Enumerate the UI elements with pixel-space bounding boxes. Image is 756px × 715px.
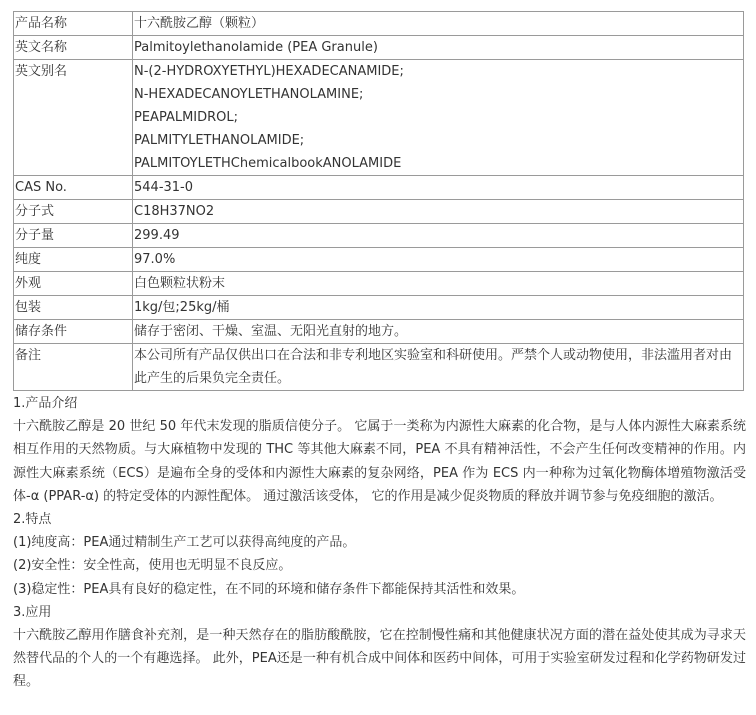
section-paragraph: (3)稳定性：PEA具有良好的稳定性，在不同的环境和储存条件下都能保持其活性和效果。 bbox=[13, 581, 525, 597]
spec-key: 英文名称 bbox=[14, 36, 133, 60]
spec-value-line: PALMITYLETHANOLAMIDE; bbox=[134, 133, 305, 148]
spec-value bbox=[133, 248, 744, 272]
spec-row bbox=[14, 224, 744, 248]
section-paragraph: (1)纯度高：PEA通过精制生产工艺可以获得高纯度的产品。 bbox=[13, 535, 356, 551]
spec-value bbox=[133, 60, 744, 176]
spec-row bbox=[14, 272, 744, 296]
spec-key: 储存条件 bbox=[14, 320, 133, 344]
section-heading: 2.特点 bbox=[13, 512, 52, 528]
spec-value-line: 299.49 bbox=[134, 228, 180, 243]
spec-value-line: N-HEXADECANOYLETHANOLAMINE; bbox=[134, 87, 364, 102]
spec-value bbox=[133, 272, 744, 296]
spec-table bbox=[13, 11, 744, 391]
spec-key: 纯度 bbox=[14, 248, 133, 272]
product-description bbox=[13, 392, 746, 694]
section-heading: 1.产品介绍 bbox=[13, 396, 78, 411]
spec-value bbox=[133, 296, 744, 320]
spec-value bbox=[133, 176, 744, 200]
spec-row bbox=[14, 200, 744, 224]
spec-value-line: 十六酰胺乙醇（颗粒） bbox=[134, 16, 265, 31]
spec-value bbox=[133, 224, 744, 248]
spec-key: 外观 bbox=[14, 272, 133, 296]
spec-key: 英文别名 bbox=[14, 60, 133, 176]
spec-value-line: 1kg/包;25kg/桶 bbox=[134, 300, 230, 315]
spec-key: 包装 bbox=[14, 296, 133, 320]
spec-row bbox=[14, 36, 744, 60]
spec-value-line: PEAPALMIDROL; bbox=[134, 110, 239, 125]
spec-key: 分子量 bbox=[14, 224, 133, 248]
spec-value-line: C18H37NO2 bbox=[134, 204, 215, 219]
spec-row bbox=[14, 320, 744, 344]
spec-value bbox=[133, 200, 744, 224]
spec-key: 分子式 bbox=[14, 200, 133, 224]
spec-row bbox=[14, 344, 744, 391]
spec-value-line: 白色颗粒状粉末 bbox=[134, 276, 226, 291]
spec-value-line: PALMITOYLETHChemicalbookANOLAMIDE bbox=[134, 156, 402, 171]
spec-value-line: 储存于密闭、干燥、室温、无阳光直射的地方。 bbox=[134, 324, 408, 339]
spec-value bbox=[133, 344, 744, 391]
spec-row bbox=[14, 12, 744, 36]
spec-value-line: 本公司所有产品仅供出口在合法和非专利地区实验室和科研使用。严禁个人或动物使用，非法滥用者对由此产生的后果负完全责任。 bbox=[134, 348, 733, 386]
spec-value bbox=[133, 12, 744, 36]
spec-value-line: 97.0% bbox=[134, 252, 176, 267]
spec-row bbox=[14, 296, 744, 320]
spec-value bbox=[133, 36, 744, 60]
spec-row bbox=[14, 248, 744, 272]
section-paragraph: 十六酰胺乙醇是 20 世纪 50 年代末发现的脂质信使分子。 它属于一类称为内源性大麻素的化合物，是与人体内源性大麻素系统相互作用的天然物质。与大麻植物中发现的 THC 等其他大麻素不同，PEA 不具有精神活性，不会产生任何改变精神的作用。内源性大麻素系统（ECS）是遍布全身的受体和内源性大麻素的复杂网络，PEA 作为 ECS 内一种称为过氧化物酶体增殖物激活受体-α (PPAR-α) 的特定受体的内源性配体。 通过激活该受体， 它的作用是减少促炎物质的释放并调节参与免疫细胞的激活。 bbox=[13, 419, 746, 504]
spec-key: 产品名称 bbox=[14, 12, 133, 36]
section-paragraph: 十六酰胺乙醇用作膳食补充剂，是一种天然存在的脂肪酸酰胺，它在控制慢性痛和其他健康状况方面的潜在益处使其成为寻求天然替代品的个人的一个有趣选择。 此外，PEA还是一种有机合成中间体和医药中间体，可用于实验室研发过程和化学药物研发过程。 bbox=[13, 628, 746, 690]
spec-key: CAS No. bbox=[14, 176, 133, 200]
section-heading: 3.应用 bbox=[13, 604, 52, 620]
spec-value-line: Palmitoylethanolamide (PEA Granule) bbox=[134, 40, 378, 55]
spec-value-line: N-(2-HYDROXYETHYL)HEXADECANAMIDE; bbox=[134, 64, 404, 79]
spec-key: 备注 bbox=[14, 344, 133, 391]
spec-row bbox=[14, 60, 744, 176]
spec-row bbox=[14, 176, 744, 200]
section-paragraph: (2)安全性：安全性高，使用也无明显不良反应。 bbox=[13, 558, 292, 574]
spec-value bbox=[133, 320, 744, 344]
spec-value-line: 544-31-0 bbox=[134, 180, 194, 195]
